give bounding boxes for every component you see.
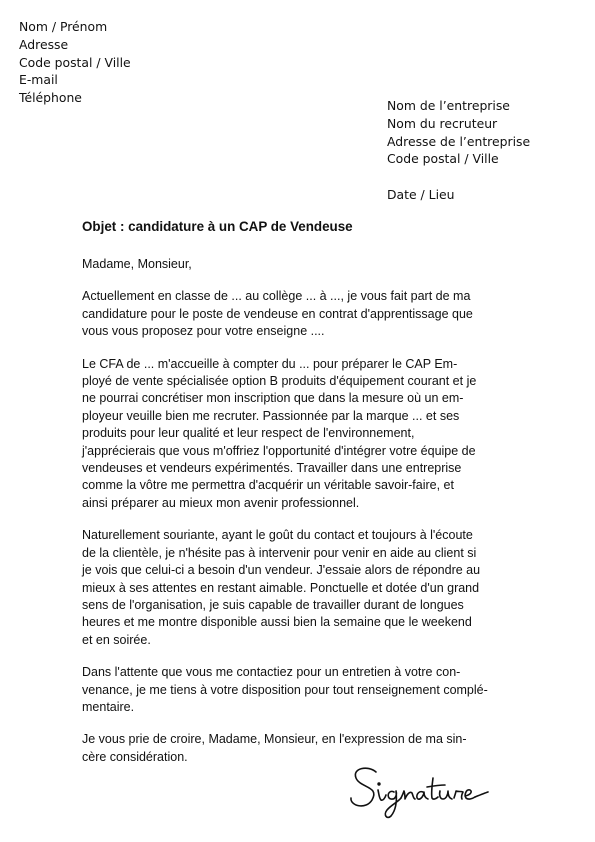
letter-body <box>82 256 522 781</box>
paragraph-line: heures et me montre disponible aussi bien la semaine que le weekend <box>82 615 472 630</box>
paragraph-line: Le CFA de ... m'accueille à compter du ... pour préparer le CAP Em- <box>82 356 458 371</box>
sender-name: Nom / Prénom <box>19 19 108 34</box>
sender-postal-city: Code postal / Ville <box>19 54 131 70</box>
recipient-block <box>387 97 530 204</box>
paragraph-line: je vois que celui-ci a besoin d'un vendeur. J'essaie alors de répondre au <box>82 563 481 578</box>
paragraph-line: vendeuses et vendeurs expérimentés. Travailler dans une entreprise <box>82 461 462 476</box>
recipient-spacer <box>387 168 530 186</box>
paragraph-line: vous vous proposez pour votre enseigne .... <box>82 324 325 339</box>
paragraph-line: mieux à ses attentes en restant aimable. Ponctuelle et dotée d'un grand <box>82 580 480 595</box>
recipient-address: Adresse de l’entreprise <box>387 133 531 149</box>
letter-subject: Objet : candidature à un CAP de Vendeuse <box>82 219 353 234</box>
paragraph-1 <box>82 288 522 340</box>
paragraph-line: ployeur veuille bien me recruter. Passionnée par la marque ... et ses <box>82 408 460 423</box>
paragraph-line: de la clientèle, je n'hésite pas à intervenir pour venir en aide au client si <box>82 545 477 560</box>
paragraph-line: et en soirée. <box>82 632 151 647</box>
paragraph-line: produits pour leur qualité et leur respect de l'environnement, <box>82 426 415 441</box>
paragraph-2 <box>82 356 522 513</box>
paragraph-3 <box>82 527 522 649</box>
paragraph-line: j'apprécierais que vous m'offriez l'opportunité d'intégrer votre équipe de <box>82 443 476 458</box>
paragraph-line: ployé de vente spécialisée option B produits d'équipement courant et je <box>82 374 477 389</box>
sender-email: E-mail <box>19 72 58 88</box>
sender-block <box>19 18 131 107</box>
recipient-postal-city: Code postal / Ville <box>387 151 499 167</box>
paragraph-line: comme la vôtre me permettra d'acquérir un véritable savoir-faire, et <box>82 478 454 493</box>
date-place: Date / Lieu <box>387 186 455 202</box>
salutation-line: Madame, Monsieur, <box>82 257 192 271</box>
handwritten-signature <box>346 760 491 820</box>
salutation <box>82 256 522 273</box>
recipient-company: Nom de l’entreprise <box>387 98 510 113</box>
paragraph-4 <box>82 664 522 716</box>
paragraph-line: venance, je me tiens à votre disposition pour tout renseignement complé- <box>82 682 488 697</box>
paragraph-line: ne pourrai concrétiser mon inscription que dans la mesure où un em- <box>82 391 464 406</box>
paragraph-line: Je vous prie de croire, Madame, Monsieur, en l'expression de ma sin- <box>82 732 467 747</box>
paragraph-line: cère considération. <box>82 749 188 764</box>
paragraph-line: sens de l'organisation, je suis capable de travailler durant de longues <box>82 597 464 612</box>
sender-address: Adresse <box>19 36 69 52</box>
paragraph-line: Actuellement en classe de ... au collège ... à ..., je vous fait part de ma <box>82 289 471 304</box>
sender-phone: Téléphone <box>19 90 82 106</box>
paragraph-line: ainsi préparer au mieux mon avenir professionnel. <box>82 495 360 510</box>
paragraph-line: Dans l'attente que vous me contactiez pour un entretien à votre con- <box>82 665 461 680</box>
recipient-recruiter: Nom du recruteur <box>387 115 498 131</box>
paragraph-line: mentaire. <box>82 699 135 714</box>
paragraph-line: candidature pour le poste de vendeuse en contrat d'apprentissage que <box>82 306 473 321</box>
paragraph-line: Naturellement souriante, ayant le goût du contact et toujours à l'écoute <box>82 528 473 543</box>
